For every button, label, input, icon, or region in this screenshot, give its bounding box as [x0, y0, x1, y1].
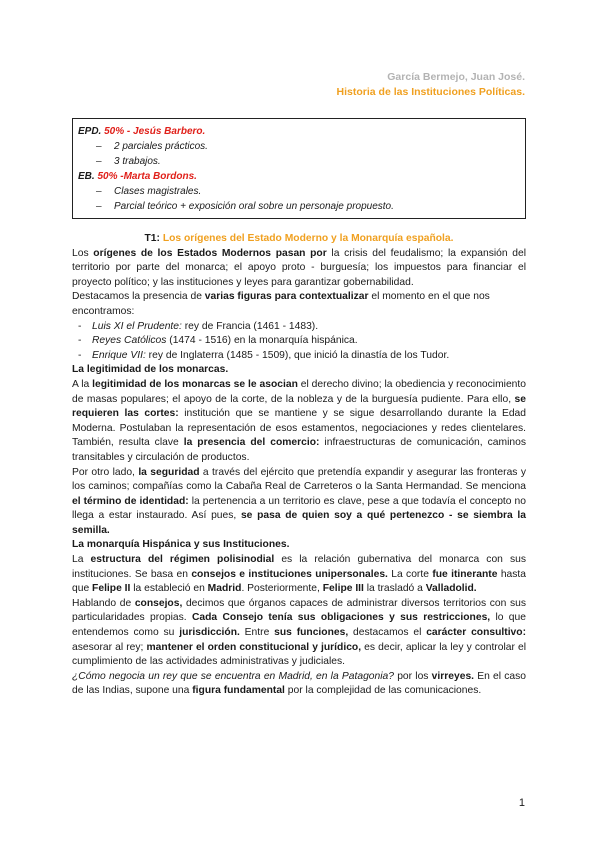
- eb-label: EB.: [78, 171, 95, 182]
- eb-item-text: Clases magistrales.: [114, 186, 202, 197]
- epd-item: [78, 154, 517, 169]
- author-name: García Bermejo, Juan José.: [387, 71, 525, 83]
- dash-bullet: –: [96, 201, 102, 212]
- topic-number: T1:: [144, 233, 160, 244]
- section-heading: La legitimidad de los monarcas.: [72, 364, 229, 376]
- eb-item-text: Parcial teórico + exposición oral sobre un personaje propuesto.: [114, 201, 394, 212]
- epd-item-text: 3 trabajos.: [114, 156, 161, 167]
- list-item: - Reyes Católicos (1474 - 1516) en la monarquía hispánica.: [78, 335, 358, 347]
- epd-item: [78, 139, 517, 154]
- figures-list: [72, 320, 526, 364]
- eb-item: [78, 184, 517, 199]
- page-number: 1: [518, 797, 525, 809]
- section-paragraph: Por otro lado, la seguridad a través del ejército que pretendía expandir y asegurar las fronteras y los caminos; compañías como la Cabaña Real de Carreteros o la Santa Hermandad. Se menciona el término de identidad: la pertenencia a un territorio es clave, pese a que todavía el concepto no llega a estar instaurado. Así pues, se pasa de quien soy a qué pertenezco - se siembra la semilla.: [72, 466, 527, 536]
- course-title: Historia de las Instituciones Políticas.: [336, 86, 525, 98]
- section-paragraph: ¿Cómo negocia un rey que se encuentra en Madrid, en la Patagonia? por los virreyes. En el caso de las Indias, supone una figura fundamental por la complejidad de las comunicaciones.: [72, 670, 526, 697]
- main-content: [72, 232, 526, 699]
- list-item: - Enrique VII: rey de Inglaterra (1485 - 1509), que inició la dinastía de los Tudor.: [78, 349, 450, 361]
- epd-line: [78, 124, 517, 139]
- eb-item: [78, 199, 517, 214]
- section-paragraph: La estructura del régimen polisinodial es la relación gubernativa del monarca con sus instituciones. Se basa en consejos e instituciones unipersonales. La corte fue itinerante hasta que Felipe II la estableció en Madrid. Posteriormente, Felipe III la trasladó a Valladolid.: [72, 554, 527, 595]
- topic-title-text: Los orígenes del Estado Moderno y la Monarquía española.: [162, 233, 454, 244]
- intro-paragraph: Destacamos la presencia de varias figuras para contextualizar el momento en el que nos encontramos:: [72, 291, 490, 317]
- eb-teacher: -Marta Bordons.: [120, 171, 197, 182]
- section-paragraph: Hablando de consejos, decimos que órganos capaces de administrar diversos territorios con sus particularidades propias. Cada Consejo tenía sus obligaciones y sus restricciones, lo que entendemos como su jurisdicción. Entre sus funciones, destacamos el carácter consultivo: asesorar al rey; mantener el orden constitucional y jurídico, es decir, aplicar la ley y controlar el cumplimiento de las actividades administrativas y judiciales.: [72, 597, 527, 668]
- dash-bullet: –: [96, 156, 102, 167]
- epd-teacher: - Jesús Barbero.: [126, 126, 206, 137]
- evaluation-box: [72, 118, 526, 219]
- page-header: [337, 70, 525, 100]
- list-item: - Luis XI el Prudente: rey de Francia (1461 - 1483).: [78, 320, 319, 332]
- section-paragraph: A la legitimidad de los monarcas se le asocian el derecho divino; la obediencia y reconocimiento de masas populares; el apoyo de la corte, de la nobleza y de la burguesía pudiente. Para ello, se requieren las cortes: institución que se mantiene y se sigue desarrollando durante la Edad Moderna. Postulaban la representación de esos estamentos, negociaciones y redes clientelares. También, resulta clave la presencia del comercio: infraestructuras de comunicación, caminos transitables y circulación de productos.: [72, 378, 526, 463]
- epd-label: EPD.: [78, 126, 102, 137]
- section-heading: La monarquía Hispánica y sus Instituciones.: [72, 539, 290, 551]
- eb-line: [78, 169, 517, 184]
- dash-bullet: –: [96, 186, 102, 197]
- intro-paragraph: Los orígenes de los Estados Modernos pasan por la crisis del feudalismo; la expansión del territorio por parte del monarca; el apoyo proto - burguesía; los impuestos para financiar el proyecto político; y las instituciones y leyes para garantizar gobernabilidad.: [72, 247, 527, 288]
- eb-percent: 50%: [97, 171, 118, 182]
- epd-item-text: 2 parciales prácticos.: [114, 141, 208, 152]
- topic-title: [72, 232, 526, 247]
- dash-bullet: –: [96, 141, 102, 152]
- epd-percent: 50%: [104, 126, 125, 137]
